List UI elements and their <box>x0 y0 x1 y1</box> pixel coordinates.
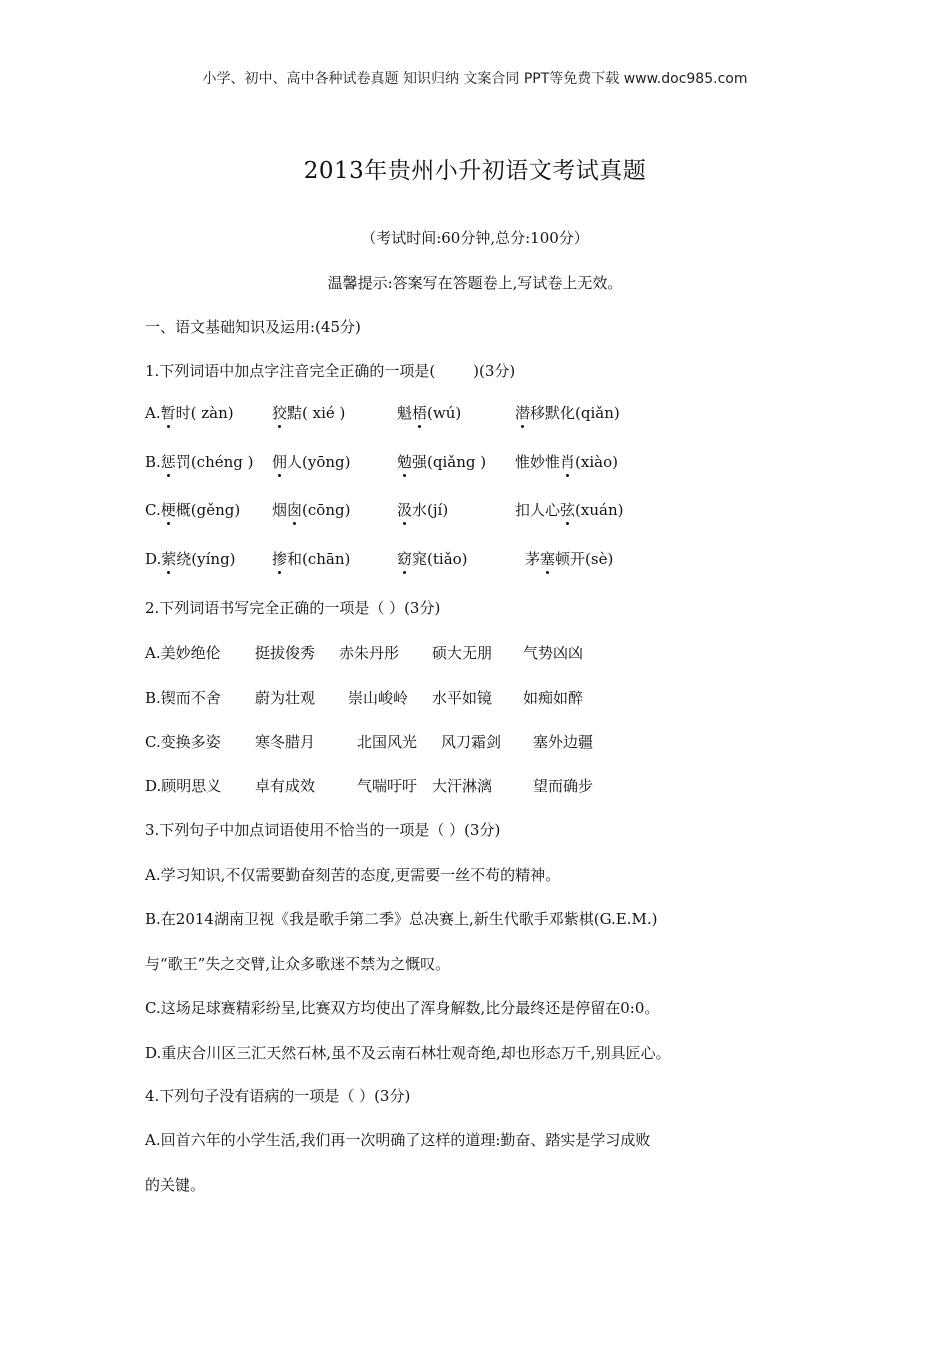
question-1-stem-text: 1.下列词语中加点字注音完全正确的一项是( <box>145 362 436 380</box>
dotted-char: 肖 <box>560 453 576 471</box>
q4-option-a-cont: 的关键。 <box>145 1176 206 1194</box>
q3-option-d: D.重庆合川区三汇天然石林,虽不及云南石林壮观奇绝,却也形态万千,别具匠心。 <box>145 1044 671 1062</box>
section-heading: 一、语文基础知识及运用:(45分) <box>145 318 361 336</box>
dotted-char: 汲 <box>397 501 413 519</box>
page-title: 2013年贵州小升初语文考试真题 <box>303 158 647 184</box>
dotted-char: 狡 <box>272 404 288 422</box>
q3-option-b-cont: 与“歌王”失之交臂,让众多歌迷不禁为之慨叹。 <box>145 955 451 973</box>
dotted-char: 暂 <box>160 404 176 422</box>
q3-option-b: B.在2014湖南卫视《我是歌手第二季》总决赛上,新生代歌手邓紫棋(G.E.M.) <box>145 910 658 928</box>
dotted-char: 萦 <box>161 550 177 568</box>
page-header: 小学、初中、高中各种试卷真题 知识归纳 文案合同 PPT等免费下载 www.doc985.com <box>202 71 748 87</box>
q3-option-c: C.这场足球赛精彩纷呈,比赛双方均使出了浑身解数,比分最终还是停留在0:0。 <box>145 999 660 1017</box>
dotted-char: 惩 <box>160 453 176 471</box>
dotted-char: 佣 <box>272 453 288 471</box>
question-1-stem <box>145 360 515 381</box>
dotted-char: 掺 <box>272 550 288 568</box>
dotted-char: 弦 <box>560 501 576 519</box>
dotted-char: 塞 <box>540 550 556 568</box>
dotted-char: 囱 <box>287 501 303 519</box>
q3-option-a: A.学习知识,不仅需要勤奋刻苦的态度,更需要一丝不苟的精神。 <box>145 866 561 884</box>
exam-tip: 温馨提示:答案写在答题卷上,写试卷上无效。 <box>327 274 623 292</box>
dotted-char: 窈 <box>397 550 413 568</box>
dotted-char: 梧 <box>412 404 428 422</box>
q4-option-a: A.回首六年的小学生活,我们再一次明确了这样的道理:勤奋、踏实是学习成败 <box>145 1131 651 1149</box>
question-3-stem: 3.下列句子中加点词语使用不恰当的一项是（ ）(3分) <box>145 821 501 839</box>
question-1-score: )(3分) <box>473 362 516 380</box>
dotted-char: 潜 <box>515 404 531 422</box>
question-2-stem: 2.下列词语书写完全正确的一项是（ ）(3分) <box>145 599 441 617</box>
dotted-char: 勉 <box>397 453 413 471</box>
dotted-char: 梗 <box>160 501 176 519</box>
question-4-stem: 4.下列句子没有语病的一项是（ ）(3分) <box>145 1087 411 1105</box>
exam-info: （考试时间:60分钟,总分:100分） <box>361 229 589 247</box>
